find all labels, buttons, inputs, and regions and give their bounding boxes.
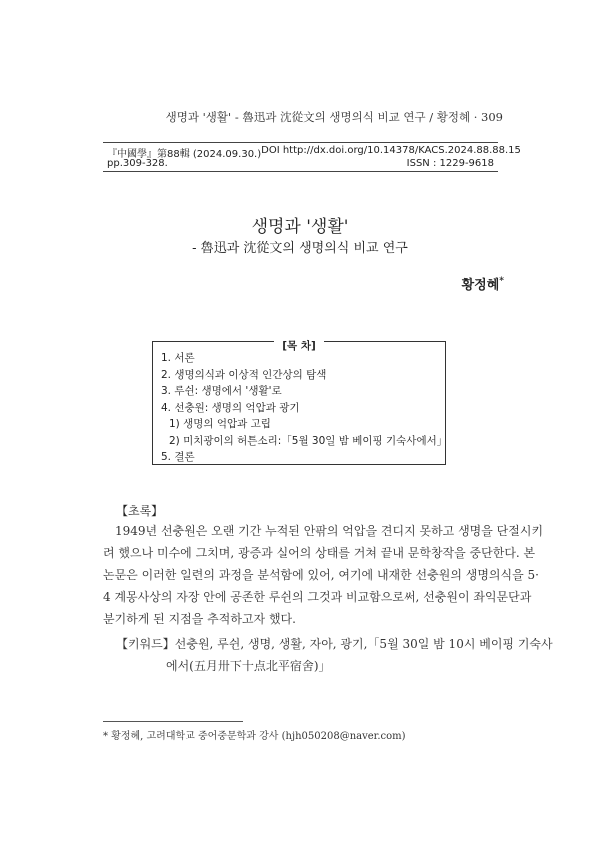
footnote-divider	[103, 721, 243, 722]
toc-item: 1. 서론	[161, 352, 195, 364]
author-text: 황정혜	[461, 278, 500, 293]
paper-title: 생명과 '생활'	[251, 217, 349, 237]
toc-title: [목 차]	[274, 340, 324, 352]
paper-subtitle: - 魯迅과 沈從文의 생명의식 비교 연구	[192, 241, 408, 256]
author-footnote: * 황정혜, 고려대학교 중어중문학과 강사 (hjh050208@naver.com)	[103, 731, 406, 742]
running-header: 생명과 '생활' - 魯迅과 沈從文의 생명의식 비교 연구 / 황정혜 · 309	[165, 110, 503, 124]
keywords-line-1: 【키워드】선충원, 루쉰, 생명, 생활, 자아, 광기,「5월 30일 밤 10시 베이핑 기숙사	[116, 637, 553, 651]
toc-subitem: 1) 생명의 억압과 고립	[169, 418, 271, 430]
doi-info: DOI http://dx.doi.org/10.14378/KACS.2024.88.88.15	[261, 145, 521, 156]
toc-subitem: 2) 미치광이의 허튼소리:「5월 30일 밤 베이핑 기숙사에서」	[169, 434, 448, 447]
abstract-body	[103, 520, 544, 630]
journal-info: 『中國學』第88輯 (2024.09.30.)	[107, 149, 262, 160]
toc-item: 4. 선충원: 생명의 억압과 광기	[161, 401, 300, 414]
citation-row-2	[107, 158, 494, 169]
abstract-line: 논문은 이러한 일련의 과정을 분석함에 있어, 여기에 내재한 선충원의 생명의식을 5·	[103, 568, 539, 582]
issn-info: ISSN : 1229-9618	[406, 158, 494, 169]
table-of-contents	[152, 341, 446, 465]
keywords	[116, 633, 553, 677]
abstract-line: 4 계몽사상의 자장 안에 공존한 루쉰의 그것과 비교함으로써, 선충원이 좌익문단과	[103, 590, 532, 604]
citation-box	[103, 142, 521, 172]
abstract-line: 분기하게 된 지점을 추적하고자 했다.	[103, 612, 296, 626]
toc-item: 3. 루쉰: 생명에서 '생활'로	[161, 385, 282, 397]
page-range: pp.309-328.	[107, 158, 168, 169]
keywords-line-2: 에서(五月卅下十点北平宿舍)」	[166, 659, 331, 673]
abstract-line: 려 했으나 미수에 그치며, 광증과 실어의 상태를 거쳐 끝내 문학창작을 중단한다. 본	[103, 546, 536, 560]
toc-item: 5. 결론	[161, 451, 195, 463]
abstract-label: 【초록】	[116, 504, 164, 518]
toc-list	[161, 350, 447, 466]
abstract-line: 1949년 선충원은 오랜 기간 누적된 안팎의 억압을 견디지 못하고 생명을 단절시키	[115, 524, 544, 538]
author-name	[462, 274, 504, 293]
toc-item: 2. 생명의식과 이상적 인간상의 탐색	[161, 368, 327, 381]
author-footnote-mark: *	[499, 276, 504, 287]
